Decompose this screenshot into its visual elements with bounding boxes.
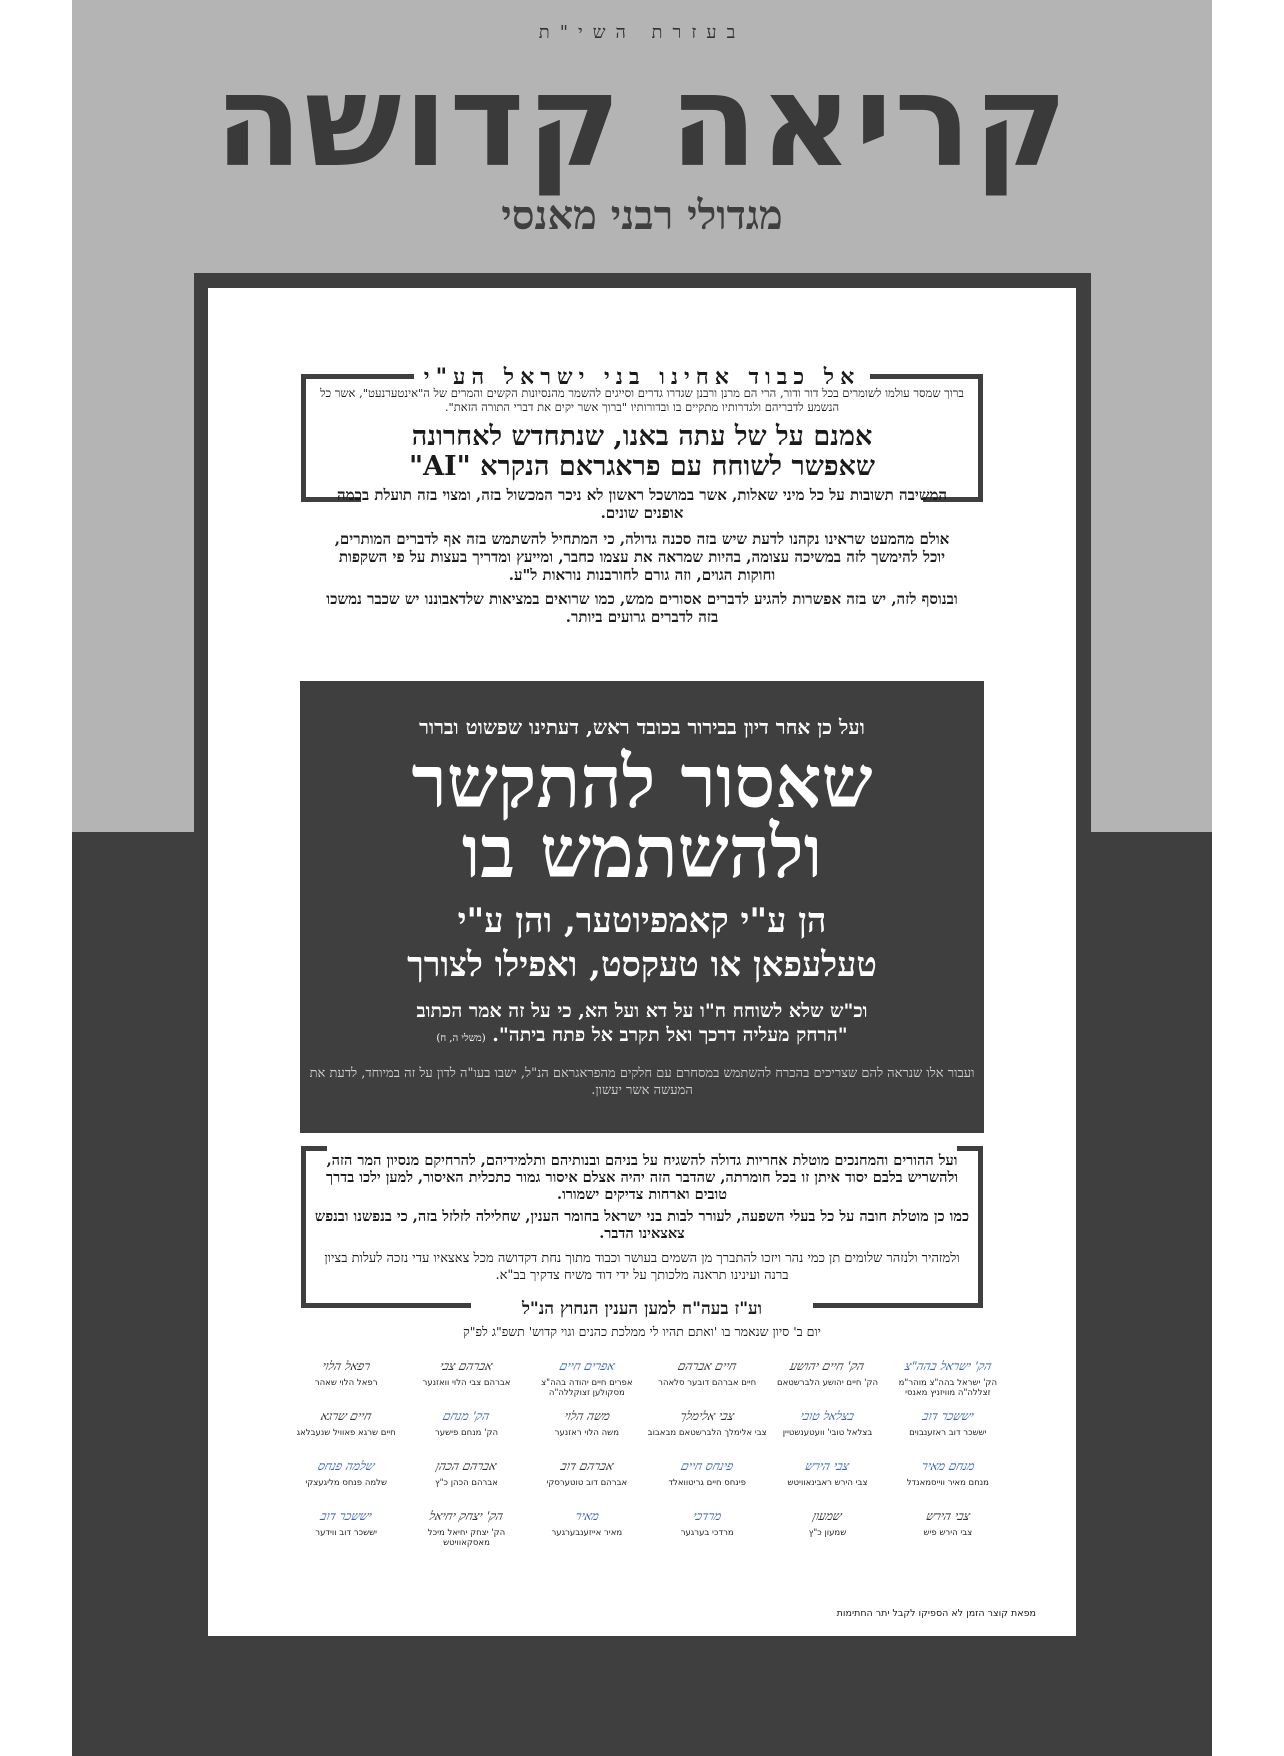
signature [406, 1454, 526, 1504]
signature [286, 1404, 406, 1454]
signature [286, 1454, 406, 1504]
signature [888, 1404, 1008, 1454]
signature-name: הק' מנחם פישער [434, 1428, 499, 1438]
signature-scribble: יששכר דוב [319, 1509, 374, 1523]
signature-scribble: הק' מנחם [441, 1409, 492, 1423]
signature [888, 1454, 1008, 1504]
ruling-headline [300, 739, 984, 894]
signature-scribble: יששכר דוב [920, 1409, 975, 1423]
signature [767, 1354, 887, 1404]
signature-name: מנחם מאיר ווייסמאנדל [906, 1478, 989, 1488]
date-line: יום ב' סיון שנאמר בו 'ואתם תהיו לי ממלכת כהנים וגוי קדוש' תשפ"ג לפ"ק [463, 1324, 821, 1339]
signature-name: הק' חיים יהושע הלברשטאם [776, 1378, 879, 1388]
signature [406, 1404, 526, 1454]
paragraph-2: אולם מהמעט שראינו נקהנו לדעת שיש בזה סכנה גדולה, כי המתחיל להשתמש בזה אף לדברים המותרים, יוכל להימשך לזה במשיכה עצומה, בהיות שמראה את עצמו כחבר, ומייעץ ומדריך בעצות על פי השקפות וחוקות הגוים, וזה גורם לחורבנות נוראות ל"ע. [334, 530, 950, 584]
signature-name: חיים אברהם דובער סלאהר [658, 1378, 757, 1388]
intro-paragraph: ברוך שמסר עולמו לשומרים בכל דור ודור, הרי הם מרנן ורבנן שגדרו גדרים וסייגים להשמר מהנסיונות הקשים והמרים של ה"אינטערנעט", אשר כל הנשמע לדבריהם ולגדרותיו מתקיים בו ובדורותיו "ברוך אשר יקים את דברי התורה הזאת". [320, 386, 964, 414]
signature-name: יששכר דוב ווידער [315, 1528, 378, 1538]
signature [767, 1404, 887, 1454]
headline-line-2: שאפשר לשוחח עם פראגראם הנקרא "AI" [408, 451, 875, 482]
signature [286, 1354, 406, 1404]
signature-name: שמעון כ"ץ [808, 1528, 847, 1538]
verse-quote: "הרחק מעליה דרכך ואל תקרב אל פתח ביתה". [492, 1024, 848, 1046]
signature-name: צבי הירש פיש [923, 1528, 973, 1538]
signature-name: רפאל הלוי שאהר [314, 1378, 378, 1388]
signature [888, 1354, 1008, 1404]
signature-scribble: חיים שרגא [319, 1409, 374, 1423]
paragraph-1: המשיבה תשובות על כל מיני שאלות, אשר במושכל ראשון לא ניכר המכשול בזה, ומצוי בזה תועלת בכמה אופנים שונים. [337, 486, 947, 522]
signature-scribble: צבי הירש [924, 1509, 972, 1523]
headline-line-1: אמנם על של עתה באנו, שנתחדש לאחרונה [411, 421, 873, 452]
signature [647, 1404, 767, 1454]
responsibility-paragraph-1: ועל ההורים והמחנכים מוטלת אחריות גדולה להשגיח על בניהם ובנותיהם ותלמידיהם, להרחיקם מנסיון המר הזה, ולהשריש בלבם יסוד איתן זו בכל חומרתה, שהדבר הזה יהיה אצלם איסור גמור כתכלית האיסור, למען ילכו בדרך טובים וארחות צדיקים ישמורו. [326, 1152, 958, 1203]
signature-scribble: מרדכי [691, 1509, 724, 1523]
aid-line: בעזרת השי"ת [538, 22, 746, 43]
signature-name: בצלאל טובי' וועטענשטיין [782, 1428, 873, 1438]
signature [527, 1354, 647, 1404]
signature [888, 1504, 1008, 1554]
ruling-note: ועבור אלו שנראה להם שצריכים בהכרח להשתמש במסחרם עם חלקים מהפראגראם הנ"ל, ישבו בעו"ה לדון על זה במיוחד, לדעת את המעשה אשר יעשון. [309, 1066, 975, 1098]
ruling-verse-1: וכ"ש שלא לשוחח ח"ו על דא ועל הא, כי על זה אמר הכתוב [416, 1000, 868, 1022]
footnote: מפאת קוצר הזמן לא הספיקו לקבל יתר החתימות [836, 1608, 1036, 1619]
closing-line: וע"ז בעה"ח למען הענין הנחוץ הנ"ל [521, 1299, 763, 1319]
signature-name: צבי הירש ראבינאוויטש [787, 1478, 868, 1488]
signature-scribble: אברהם צבי [438, 1359, 495, 1373]
signature-name: מאיר אייזענבערגער [551, 1528, 623, 1538]
signature-name: שלמה פנחס מליגעצקי [305, 1478, 387, 1488]
signature-scribble: מנחם מאיר [919, 1459, 976, 1473]
ruling-verse-2 [300, 1023, 984, 1051]
ruling-verse [300, 999, 984, 1051]
signature-scribble: מאיר [573, 1509, 601, 1523]
poster-title: קריאה קדושה [214, 47, 1070, 196]
ruling-headline-1: שאסור להתקשר [411, 739, 873, 824]
signature-scribble: בצלאל טובי [798, 1409, 857, 1423]
signatures-grid [286, 1354, 1008, 1554]
signature-scribble: אברהם הכהן [434, 1459, 499, 1473]
verse-source: (משלי ה, ח) [436, 1033, 486, 1044]
signature-scribble: שמעון [811, 1509, 844, 1523]
ruling-scope-1: הן ע"י קאמפיוטער, והן ע"י [457, 901, 827, 941]
headline [308, 422, 976, 482]
signature [767, 1504, 887, 1554]
ruling-scope [300, 899, 984, 987]
signature-name: משה הלוי ראזנער [554, 1428, 619, 1438]
salutation: אל כבוד אחינו בני ישראל הע"י [414, 364, 870, 390]
signature-scribble: צבי הירש [803, 1459, 852, 1473]
signature-scribble: הק' חיים יהושע [788, 1359, 867, 1373]
signature-scribble: שלמה פנחס [316, 1459, 377, 1473]
signature-name: צבי אלימלך הלברשטאם מבאבוב [647, 1428, 767, 1438]
signature [406, 1354, 526, 1404]
signature-name: אפרים חיים יהודה בהה"צ מסקולען זצוקללה"ה [541, 1378, 633, 1398]
signature [767, 1454, 887, 1504]
signature-name: חיים שרגא פאוויל שנעבלאג [296, 1428, 396, 1438]
signature [527, 1504, 647, 1554]
signature-scribble: רפאל הלוי [320, 1359, 372, 1373]
paragraph-3: ובנוסף לזה, יש בזה אפשרות להגיע לדברים אסורים ממש, כמו שרואים במציאות שלדאבוננו יש שכבר נמשכו בזה לדברים גרועים ביותר. [326, 590, 958, 626]
signature-scribble: אפרים חיים [557, 1359, 616, 1373]
ruling-scope-2: טעלעפאן או טעקסט, ואפילו לצורך [407, 945, 877, 985]
poster-subtitle: מגדולי רבני מאנסי [501, 192, 783, 239]
signature [527, 1454, 647, 1504]
responsibility-bracket [301, 1146, 983, 1308]
responsibility-paragraph-2: כמו כן מוטלת חובה על כל בעלי השפעה, לעורר לבות בני ישראל בחומר הענין, שחלילה לזלזל בזה, כי בנפשנו ובנפש צאצאינו הדבר. [314, 1208, 970, 1242]
signature [647, 1454, 767, 1504]
signature [527, 1404, 647, 1454]
signature-name: יששכר דוב ראזענבוים [909, 1428, 987, 1438]
signature-scribble: פינחס חיים [679, 1459, 735, 1473]
ruling-lead: ועל כן אחר דיון בבירור בכובד ראש, דעתינו שפשוט וברור [419, 715, 865, 739]
signature-name: אברהם הכהן כ"ץ [435, 1478, 498, 1488]
ruling-headline-2: ולהשתמש בו [461, 809, 823, 894]
signature-scribble: חיים אברהם [676, 1359, 738, 1373]
signature-name: מרדכי בערגער [680, 1528, 734, 1538]
signature-name: פינחס חיים גריטוואלד [668, 1478, 746, 1488]
signature-scribble: הק' ישראל בהה"צ [902, 1359, 993, 1373]
ruling-box [300, 681, 984, 1133]
signature [286, 1504, 406, 1554]
signature-name: הק' ישראל בהה"צ מוהר"מ זצללה"ה מוויזניץ מאנסי [898, 1378, 998, 1398]
signature [406, 1504, 526, 1554]
signature-scribble: אברהם דוב [558, 1459, 615, 1473]
signature [647, 1504, 767, 1554]
signature-scribble: צבי אלימלך [678, 1409, 736, 1423]
blessing-paragraph: ולמזהיר ולנזהר שלומים תן כמי נהר ויזכו להתברך מן השמים בעושר וכבוד מתוך נחת דקדושה מכל צאצאיו עדי נזכה לעלות בציון ברנה ועינינו תראנה מלכותך על ידי דוד משיח צדקיך בב"א. [324, 1251, 960, 1283]
signature-scribble: משה הלוי [562, 1409, 612, 1423]
signature-name: הק' יצחק יחיאל מיכל מאסקאוויטש [427, 1528, 506, 1548]
signature-scribble: הק' יצחק יחיאל [427, 1509, 506, 1523]
signature-name: אברהם דוב טוטערסקי [546, 1478, 628, 1488]
signature-name: אברהם צבי הלוי וואזנער [422, 1378, 511, 1388]
signature [647, 1354, 767, 1404]
letter-paper [208, 288, 1076, 1636]
